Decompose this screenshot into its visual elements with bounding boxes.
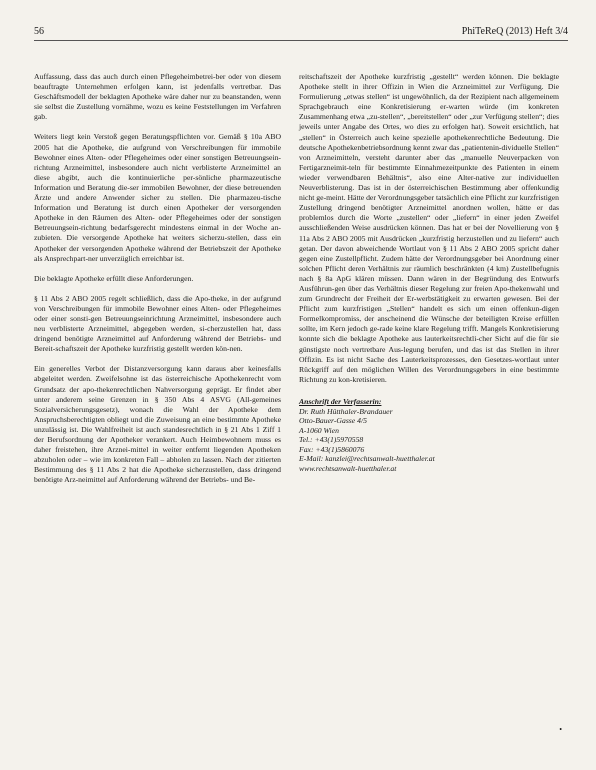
journal-running-title: PhiTeReQ (2013) Heft 3/4 xyxy=(461,26,568,37)
address-line: Fax: +43(1)5860076 xyxy=(299,444,365,454)
address-heading: Anschrift der Verfasserin: xyxy=(299,396,382,406)
paragraph: Ein generelles Verbot der Distanzversorgung kann daraus aber keinesfalls abgeleitet werden. Zweifelsohne ist das österreichische Apothekenrecht vom Grundsatz der apo-thekenrechtlichen Nahversorgung geprägt. Er findet aber unter anderem seine Grenzen in § 350 Abs 4 ASVG (All-gemeines Sozialversicherungsgesetz), wonach die Wahl der Apotheke dem Anspruchsberechtigten obliegt und die Zuweisung an eine bestimmte Apotheke unzulässig ist. Die Wahlfreiheit ist auch standesrechtlich in § 21 Abs 1 Ziff 1 der Berufsordnung der Apotheker verankert. Auch Heimbewohnern muss es daher freistehen, ihre Arznei-mittel in weiter entfernt liegenden Apotheken abzuholen oder – wie im konkreten Fall – abholen zu lassen. Nach der zitierten Bestimmung des § 11 Abs 2 hat die Apotheke sicherzustellen, dass dringend benötigte Arz-neimittel auf Anforderung während der Betriebs- und Be- xyxy=(34,364,281,485)
page-number: 56 xyxy=(34,26,44,37)
address-email[interactable]: E-Mail: kanzlei@rechtsanwalt-huetthaler.at xyxy=(299,454,435,464)
address-line: Otto-Bauer-Gasse 4/5 xyxy=(299,416,367,426)
address-line: Tel.: +43(1)5970558 xyxy=(299,435,364,445)
left-column xyxy=(34,72,281,485)
end-of-article-mark: • xyxy=(559,725,562,734)
address-line: A-1060 Wien xyxy=(299,425,339,435)
author-address xyxy=(299,397,559,474)
paragraph: reitschaftszeit der Apotheke kurzfristig „gestellt“ werden können. Die beklagte Apotheke stellt in ihrer Offizin in Wien die Arzneimittel zur Verfügung. Die Formulierung „etwas stellen“ ist ungewöhnlich, da der Rezipient nach allgemeinem Sprachgebrauch eine Konkretisierung er-warten würde (im konkreten Zusammenhang etwa „zu-stellen“, „bereitstellen“ oder „zur Verfügung stellen“; dies jeweils unter Angabe des Ortes, wo dies zu erfolgen hat). Soweit ersichtlich, hat „stellen“ in Österreich auch keine spezielle apothekenrechtliche Bedeutung. Die deutsche Apothekenbetriebsordnung kennt zwar das „patientenin-dividuelle Stellen“ von Arzneimitteln, versteht darunter aber das „manuelle Neuverpacken von Fertigarzneimit-teln für bestimmte Einnahmezeitpunkte des Patienten in einem wieder verwendbaren Behältnis“, also eine Alter-native zur individuellen Neuverblisterung. Das ist in der österreichischen Bestimmung aber offenkundig nicht ge-meint. Hätte der Verordnungsgeber tatsächlich eine Pflicht zur kurzfristigen Zustellung dringend benötigter Arzneimittel anordnen wollen, hätte er das problemlos durch die Worte „zustellen“ oder „liefern“ in einer jeden Zweifel ausschließenden Weise ausdrücken können. Das hat er bei der Novellierung von § 11a Abs 2 ABO 2005 mit Ausdrücken „kurzfristig herzustellen und zu liefern“ auch getan. Der davon abweichende Wortlaut von § 11 Abs 2 ABO 2005 spricht daher gegen eine Zustellpflicht. Zudem hätte der Verordnungsgeber bei Anordnung einer solchen Pflicht deren Verhältnis zur räumlich beschränkten (4 km) Zustellbefugnis nach § 8a ApG klären müssen. Dann wären in der Begründung des Entwurfs Ausführun-gen über das Verhältnis dieser Regelung zur freien Apo-thekenwahl und zum Grundrecht der Freiheit der Er-werbstätigkeit zu erwarten gewesen. Bei der Pflicht zum kurzfristigen „Stellen“ handelt es sich um einen offenkun-digen Formelkompromiss, der anscheinend die Wünsche der beteiligten Kreise erfüllen sollte, im Kern jedoch ge-rade keine klare Regelung trifft. Mangels Konkretisierung konnte sich die beklagte Apotheke aus lauterkeitsrechtli-cher Sicht auf die für sie günstigste noch vertretbare Aus-legung berufen, und das ist das Stellen in ihrer Offizin. Es ist nicht Sache des Lauterkeitsprozesses, den Gesetzes-wortlaut unter Rückgriff auf den möglichen Willen des Verordnungsgebers in eine bestimmte Richtung zu kon-kretisieren. xyxy=(299,72,559,384)
paragraph: Auffassung, dass das auch durch einen Pflegeheimbetrei-ber oder von diesem beauftragte Unternehmen erfolgen kann, ist jedenfalls vertretbar. Das Geschäftsmodell der beklagten Apotheke wäre daher nur zu beanstanden, wenn sie selbst die Zustellung vornähme, wozu es keine Feststellungen im Verfahren gab. xyxy=(34,72,281,122)
paragraph: Die beklagte Apotheke erfüllt diese Anforderungen. xyxy=(34,273,194,283)
paragraph: Weiters liegt kein Verstoß gegen Beratungspflichten vor. Gemäß § 10a ABO 2005 hat die Apotheke, die aufgrund von Verschreibungen für immobile Bewohner eines Alten- oder Pflegeheimes oder einer sonstigen Betreuungsein-richtung Arzneimittel, insbesondere auch nicht verblisterte Arzneimittel an diese abgibt, auch die kontinuierliche per-sönliche pharmazeutische Information und Beratung die-ser immobilen Bewohner, der diese betreuenden Ärzte und andere Anwender sicher zu stellen. Die pharmazeu-tische Information und Beratung ist durch einen Apotheker der versorgenden Apotheke in den Räumen des Alten- oder Pflegeheimes oder der sonstigen Betreuungsein-richtung bedarfsgerecht mindestens einmal in der Woche an-zubieten. Die versorgende Apotheke hat weiters sicherzu-stellen, dass ein Apotheker der versorgenden Apotheke während der Betriebszeit der Apotheke als Ansprechpart-ner unverzüglich erreichbar ist. xyxy=(34,132,281,263)
right-column xyxy=(299,72,559,474)
paragraph: § 11 Abs 2 ABO 2005 regelt schließlich, dass die Apo-theke, in der aufgrund von Verschreibungen für immobile Bewohner eines Alten- oder Pflegeheimes oder einer sonsti-gen Betreuungseinrichtung Arzneimittel, insbesondere auch neu verblisterte Arzneimittel, abgegeben werden, si-cherzustellen hat, dass dringend benötigte Arzneimittel auf Anforderung während der Betriebs- und Bereit-schaftszeit der Apotheke kurzfristig gestellt werden kön-nen. xyxy=(34,293,281,354)
address-line: Dr. Ruth Hütthaler-Brandauer xyxy=(299,406,393,416)
address-website[interactable]: www.rechtsanwalt-huetthaler.at xyxy=(299,464,397,474)
page-header xyxy=(34,26,568,41)
